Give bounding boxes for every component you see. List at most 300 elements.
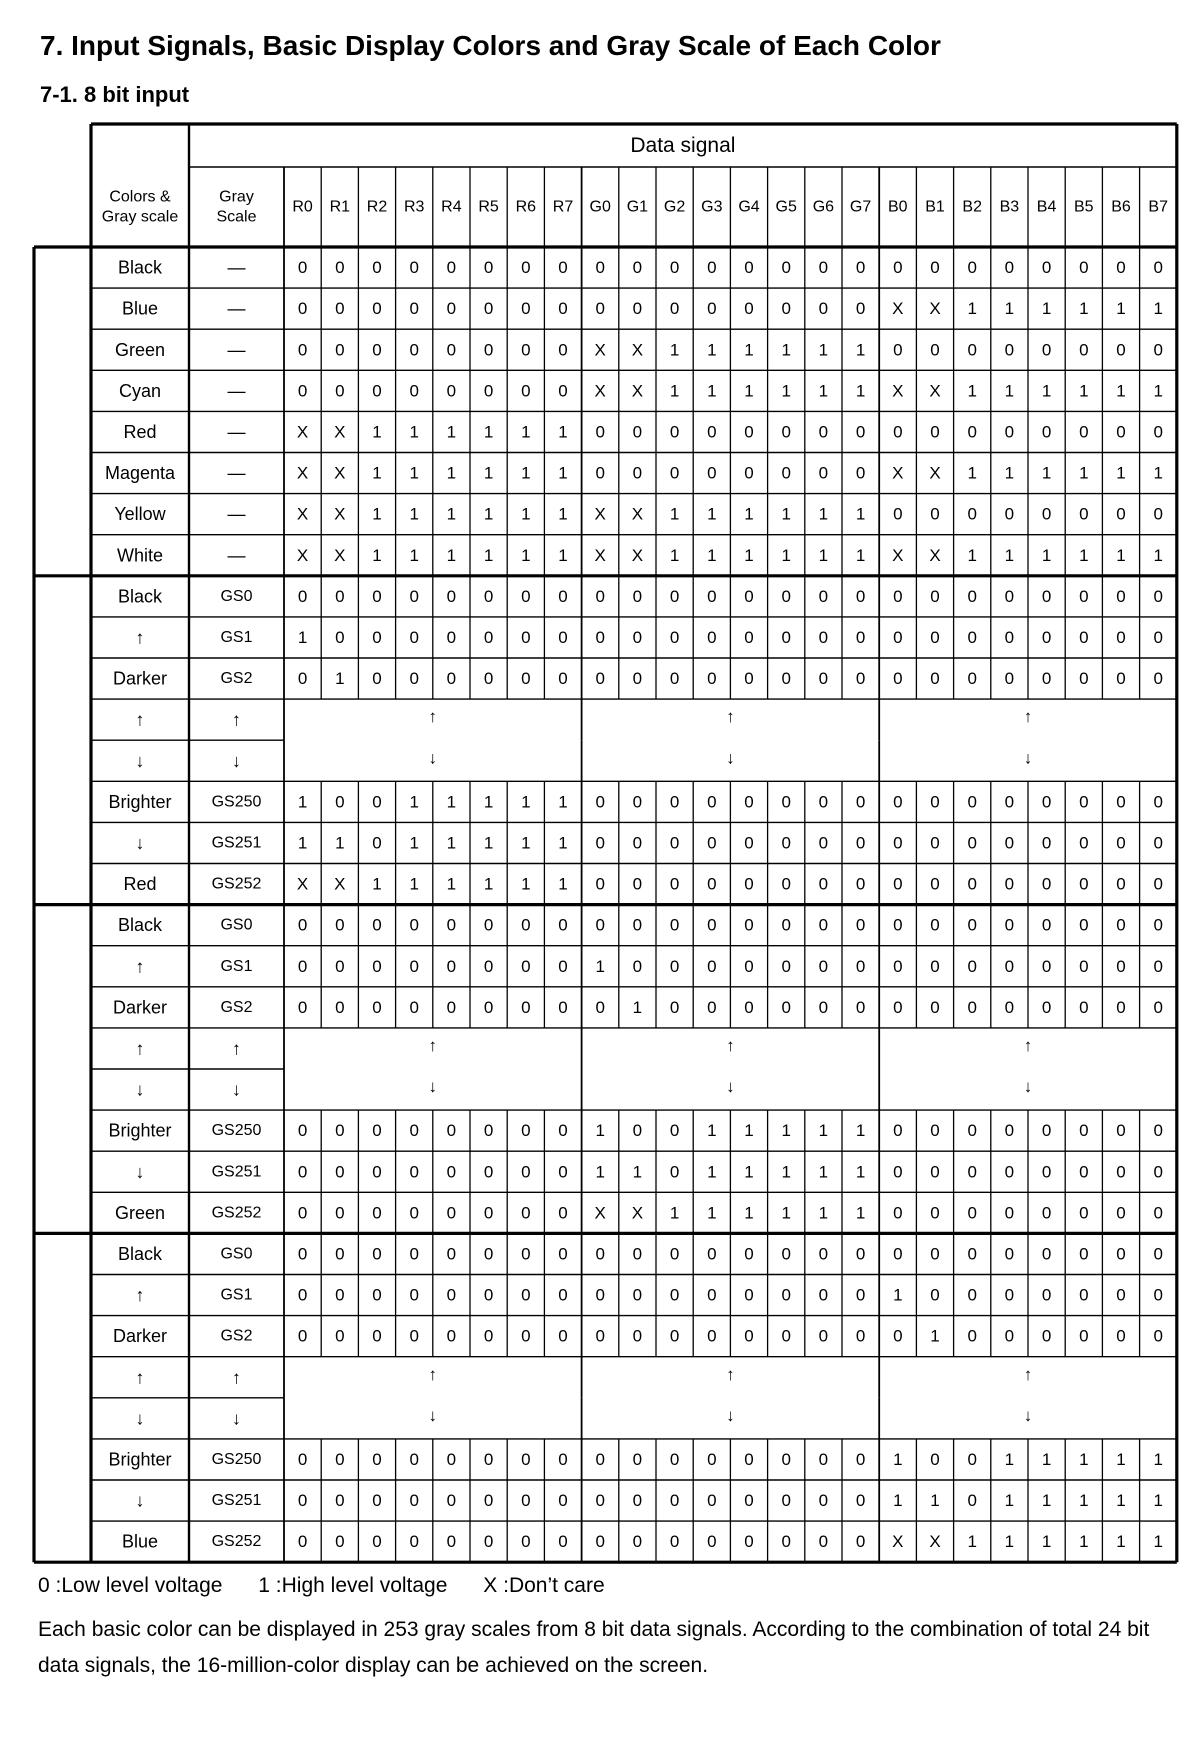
bit-cell: 0 [930,792,940,812]
bit-cell: X [334,874,346,894]
bit-cell: 0 [632,299,643,319]
bit-cell: 1 [372,874,382,894]
bit-cell: 0 [1153,586,1163,606]
bit-cell: 1 [818,1162,829,1182]
bit-cell: 1 [893,1491,903,1511]
bit-cell: 1 [1116,463,1126,483]
bit-cell: 1 [669,340,680,360]
bit-cell: 0 [558,1449,568,1469]
bit-cell: 0 [595,1449,605,1469]
bit-cell: 1 [1116,299,1126,319]
bit-cell: 0 [930,956,940,976]
bit-cell: 0 [297,1285,308,1305]
bit-cell: 0 [744,956,754,976]
bit-cell: 0 [967,504,977,524]
gray-scale-value: GS252 [211,1533,262,1551]
bit-cell: 0 [967,997,977,1017]
bit-cell: 0 [1041,915,1052,935]
bit-cell: 1 [521,792,531,812]
bit-header-g7: G7 [849,198,872,216]
continuation-arrow: ↑ [1023,1364,1033,1384]
bit-cell: 0 [372,1244,382,1264]
bit-cell: 0 [1153,792,1163,812]
bit-cell: 0 [781,1532,791,1552]
bit-cell: 0 [669,669,680,689]
bit-cell: X [296,463,309,483]
bit-cell: 0 [446,669,457,689]
bit-cell: 1 [893,1449,903,1469]
bit-cell: 0 [297,1203,308,1223]
bit-cell: 1 [744,1121,754,1141]
bit-cell: 0 [707,997,717,1017]
bit-cell: 0 [1041,258,1052,278]
data-signal-header: Data signal [630,134,736,157]
bit-cell: 0 [893,956,903,976]
bit-cell: 0 [1079,1285,1089,1305]
bit-cell: 1 [818,504,829,524]
bit-cell: 0 [707,1326,717,1346]
bit-cell: 0 [967,1162,977,1182]
bit-cell: 0 [409,915,419,935]
bit-cell: 0 [372,1326,382,1346]
bit-cell: 0 [372,299,382,319]
bit-cell: 0 [1116,956,1126,976]
bit-cell: X [929,299,941,319]
bit-cell: 1 [1116,1449,1126,1469]
bit-cell: 0 [1153,627,1163,647]
row-label: Brighter [108,791,172,812]
bit-cell: 0 [707,833,717,853]
bit-header-r4: R4 [441,198,462,216]
bit-cell: 0 [297,1449,308,1469]
bit-cell: 0 [1079,1203,1089,1223]
bit-cell: 0 [335,915,345,935]
bit-cell: 1 [781,340,791,360]
continuation-arrow: ↓ [1023,1405,1033,1425]
bit-cell: 0 [818,258,829,278]
bit-cell: 1 [818,545,829,565]
bit-cell: 0 [669,956,680,976]
bit-cell: 0 [558,997,568,1017]
bit-cell: 1 [558,545,568,565]
bit-cell: 0 [1079,1244,1089,1264]
legend-high: 1 :High level voltage [258,1574,448,1597]
bit-cell: 1 [967,1532,977,1552]
bit-cell: 0 [558,1491,568,1511]
bit-cell: 0 [409,1532,419,1552]
gray-scale-value: GS0 [220,916,253,934]
continuation-arrow: ↑ [428,707,438,727]
bit-cell: 0 [1004,586,1015,606]
bit-cell: 0 [1041,792,1052,812]
bit-cell: 0 [1116,915,1126,935]
bit-cell: 0 [707,874,717,894]
bit-cell: 0 [521,586,531,606]
bit-cell: 0 [930,1203,940,1223]
bit-cell: 1 [893,1285,903,1305]
bit-cell: 1 [446,545,457,565]
bit-cell: 1 [1041,1532,1052,1552]
bit-cell: 0 [855,1532,866,1552]
bit-cell: 0 [446,1491,457,1511]
bit-cell: 0 [1153,997,1163,1017]
gray-scale-value: — [227,298,246,319]
bit-cell: 0 [744,258,754,278]
row-label: Darker [112,1326,168,1347]
bit-cell: 1 [1079,299,1089,319]
bit-header-b1: B1 [925,198,945,216]
bit-cell: 1 [1079,1532,1089,1552]
bit-cell: 0 [558,1121,568,1141]
bit-cell: 0 [1004,1326,1015,1346]
continuation-arrow: ↑ [726,1364,735,1384]
bit-cell: 0 [483,299,494,319]
bit-cell: 0 [1041,1121,1052,1141]
continuation-arrow: ↓ [726,1405,735,1425]
bit-cell: 0 [297,669,308,689]
bit-cell: 1 [1079,463,1089,483]
bit-cell: 0 [595,627,605,647]
bit-cell: 0 [632,463,643,483]
bit-cell: 0 [893,504,903,524]
continuation-arrow: ↓ [1023,748,1033,768]
gray-scale-value: GS0 [220,587,253,605]
bit-cell: 0 [967,340,977,360]
gray-scale-value: — [227,339,246,360]
bit-cell: 0 [781,1491,791,1511]
row-label: ↑ [135,1367,145,1388]
bit-cell: 0 [1116,1121,1126,1141]
row-label: Brighter [108,1449,172,1470]
gray-scale-value: GS251 [211,1492,262,1510]
gray-scale-value: GS1 [220,628,253,646]
bit-cell: 0 [1116,1162,1126,1182]
bit-cell: 0 [483,997,494,1017]
bit-cell: 0 [744,833,754,853]
bit-cell: 0 [744,1285,754,1305]
bit-cell: 0 [595,792,605,812]
bit-cell: 0 [818,833,829,853]
row-label: ↓ [135,1161,145,1182]
bit-cell: 0 [1004,1203,1015,1223]
bit-cell: 1 [521,874,531,894]
bit-cell: 0 [1079,792,1089,812]
bit-cell: 1 [483,504,494,524]
bit-cell: 0 [335,1285,345,1305]
bit-cell: 0 [1116,1203,1126,1223]
bit-cell: 0 [446,997,457,1017]
bit-cell: 0 [893,1203,903,1223]
bit-cell: 0 [335,1121,345,1141]
bit-header-g5: G5 [775,198,797,216]
bit-cell: 0 [818,1285,829,1305]
bit-cell: 0 [669,1121,680,1141]
bit-cell: X [892,1532,904,1552]
bit-cell: 0 [781,463,791,483]
row-label: ↑ [135,1285,145,1306]
gray-scale-value: GS1 [220,957,253,975]
gray-scale-value: GS252 [211,875,262,893]
bit-cell: 0 [1004,833,1015,853]
bit-cell: 1 [744,1162,754,1182]
bit-cell: 0 [893,340,903,360]
bit-cell: 0 [446,915,457,935]
bit-cell: 0 [669,1491,680,1511]
bit-cell: 0 [1079,833,1089,853]
bit-cell: 0 [297,956,308,976]
bit-cell: 0 [521,1244,531,1264]
gray-scale-value: GS2 [220,1327,253,1345]
bit-cell: 1 [1004,1491,1015,1511]
bit-cell: 0 [707,258,717,278]
bit-cell: 0 [669,1449,680,1469]
bit-cell: 0 [483,1162,494,1182]
bit-cell: 1 [1116,381,1126,401]
bit-cell: 1 [1079,1449,1089,1469]
bit-header-b4: B4 [1036,198,1057,216]
bit-cell: 0 [409,997,419,1017]
bit-cell: 1 [1041,463,1052,483]
bit-header-g1: G1 [626,198,649,216]
bit-cell: 0 [1079,874,1089,894]
bit-header-r3: R3 [403,198,425,216]
bit-cell: 1 [855,1162,866,1182]
bit-cell: 0 [558,1326,568,1346]
bit-cell: 0 [1153,422,1163,442]
bit-cell: 1 [521,463,531,483]
bit-cell: 0 [372,1203,382,1223]
bit-cell: 0 [1041,669,1052,689]
bit-cell: X [631,504,644,524]
bit-cell: 1 [1153,545,1163,565]
bit-cell: 1 [855,381,866,401]
bit-cell: 0 [372,586,382,606]
bit-cell: 0 [595,1491,605,1511]
bit-cell: 0 [297,340,308,360]
bit-cell: 0 [893,586,903,606]
bit-cell: X [334,422,346,442]
bit-cell: 0 [1153,258,1163,278]
bit-cell: 0 [632,1244,643,1264]
bit-cell: 0 [669,627,680,647]
bit-cell: 0 [335,1449,345,1469]
bit-cell: X [892,463,904,483]
bit-cell: 0 [1004,792,1015,812]
bit-cell: 1 [1004,1449,1015,1469]
bit-cell: 0 [781,874,791,894]
bit-cell: 0 [1041,1162,1052,1182]
bit-cell: 0 [669,1285,680,1305]
bit-cell: 0 [669,463,680,483]
bit-cell: 1 [1153,299,1163,319]
bit-cell: 0 [595,1244,605,1264]
bit-cell: 0 [744,586,754,606]
bit-cell: 0 [781,997,791,1017]
continuation-arrow: ↑ [428,1035,438,1055]
bit-cell: 1 [1004,299,1015,319]
bit-cell: 1 [818,1121,829,1141]
gray-scale-value: GS0 [220,1245,253,1263]
bit-cell: 1 [409,874,419,894]
bit-cell: 0 [893,422,903,442]
row-label: ↓ [135,832,145,853]
row-label: Magenta [104,463,176,484]
bit-cell: 0 [446,1162,457,1182]
bit-cell: 0 [967,833,977,853]
bit-cell: 0 [818,956,829,976]
gray-scale-value: GS2 [220,998,253,1016]
gray-scale-value: GS251 [211,834,262,852]
bit-cell: 0 [632,792,643,812]
bit-cell: 1 [1004,545,1015,565]
bit-cell: 1 [632,997,643,1017]
bit-cell: 1 [409,833,419,853]
bit-cell: 0 [967,669,977,689]
bit-cell: 0 [446,258,457,278]
bit-cell: 0 [707,1449,717,1469]
row-label: Black [117,257,163,278]
bit-cell: 0 [521,1532,531,1552]
bit-cell: 0 [521,1121,531,1141]
bit-cell: 1 [855,545,866,565]
continuation-arrow: ↑ [1023,707,1033,727]
gray-scale-value: GS252 [211,1204,262,1222]
bit-cell: 0 [1041,1244,1052,1264]
bit-cell: 0 [855,258,866,278]
bit-cell: 0 [446,1532,457,1552]
bit-cell: 1 [409,504,419,524]
bit-cell: 0 [781,586,791,606]
bit-cell: 0 [632,1326,643,1346]
bit-cell: 0 [855,669,866,689]
bit-cell: 1 [707,1203,717,1223]
gray-scale-value: — [227,380,246,401]
bit-cell: 0 [930,1162,940,1182]
bit-cell: 1 [1079,545,1089,565]
bit-cell: 0 [1116,833,1126,853]
bit-cell: 0 [967,1285,977,1305]
bit-cell: 0 [632,833,643,853]
bit-cell: 0 [893,833,903,853]
bit-cell: 1 [1153,463,1163,483]
bit-cell: 0 [483,340,494,360]
bit-cell: 1 [967,545,977,565]
bit-cell: 0 [558,340,568,360]
bit-cell: 0 [372,340,382,360]
bit-cell: 0 [669,422,680,442]
bit-cell: 0 [669,833,680,853]
continuation-arrow: ↓ [428,1405,438,1425]
bit-cell: 1 [1153,1449,1163,1469]
bit-header-b7: B7 [1148,198,1168,216]
bit-cell: 0 [930,422,940,442]
continuation-arrow: ↓ [1023,1077,1033,1097]
bit-cell: 0 [483,915,494,935]
bit-cell: 1 [483,874,494,894]
bit-cell: 0 [1041,874,1052,894]
bit-cell: 1 [967,299,977,319]
bit-cell: 1 [558,833,568,853]
bit-cell: 0 [818,422,829,442]
bit-cell: 1 [707,504,717,524]
bit-cell: 0 [1116,422,1126,442]
bit-cell: 0 [744,1491,754,1511]
bit-cell: 0 [409,1203,419,1223]
bit-cell: 0 [1041,1203,1052,1223]
bit-cell: 0 [297,1532,308,1552]
bit-cell: 0 [855,874,866,894]
bit-cell: 0 [744,874,754,894]
bit-cell: 1 [1153,381,1163,401]
bit-cell: 1 [483,833,494,853]
bit-cell: 0 [781,792,791,812]
bit-cell: 1 [446,504,457,524]
bit-cell: 0 [1153,1162,1163,1182]
bit-cell: 0 [483,1491,494,1511]
continuation-arrow: ↓ [726,748,735,768]
bit-cell: 0 [595,833,605,853]
bit-cell: 0 [297,1162,308,1182]
bit-cell: 0 [893,669,903,689]
bit-cell: 0 [781,627,791,647]
bit-cell: 0 [1004,915,1015,935]
bit-cell: 0 [595,586,605,606]
bit-cell: 1 [781,545,791,565]
bit-cell: 0 [967,874,977,894]
bit-cell: 0 [1116,1326,1126,1346]
bit-cell: X [296,504,309,524]
bit-cell: 0 [1079,1326,1089,1346]
bit-cell: X [929,1532,941,1552]
bit-cell: 0 [483,956,494,976]
bit-cell: 0 [372,669,382,689]
bit-cell: 0 [446,627,457,647]
bit-cell: 1 [409,792,419,812]
bit-cell: 0 [558,669,568,689]
bit-cell: 0 [595,874,605,894]
bit-cell: 1 [1153,1491,1163,1511]
bit-cell: 1 [1041,1491,1052,1511]
bit-cell: 0 [707,1491,717,1511]
bit-cell: 0 [521,627,531,647]
bit-cell: 0 [1004,1121,1015,1141]
bit-cell: 0 [1153,1203,1163,1223]
bit-cell: 0 [1116,586,1126,606]
bit-cell: 0 [521,915,531,935]
bit-cell: 0 [1079,627,1089,647]
bit-cell: 0 [1153,1121,1163,1141]
bit-cell: 0 [595,1326,605,1346]
bit-cell: 0 [1041,422,1052,442]
bit-cell: 0 [818,669,829,689]
bit-cell: 0 [669,997,680,1017]
bit-cell: 0 [967,956,977,976]
bit-cell: 0 [669,1532,680,1552]
bit-cell: 0 [446,340,457,360]
bit-cell: 1 [855,340,866,360]
row-label: Green [114,339,166,360]
bit-cell: 0 [558,915,568,935]
legend-low: 0 :Low level voltage [38,1574,223,1597]
bit-header-r7: R7 [552,198,574,216]
bit-cell: 0 [297,1121,308,1141]
row-label: White [116,545,164,566]
bit-cell: 0 [818,1491,829,1511]
bit-cell: 0 [372,381,382,401]
bit-cell: 0 [409,1285,419,1305]
bit-cell: 0 [297,1244,308,1264]
bit-cell: X [334,504,346,524]
